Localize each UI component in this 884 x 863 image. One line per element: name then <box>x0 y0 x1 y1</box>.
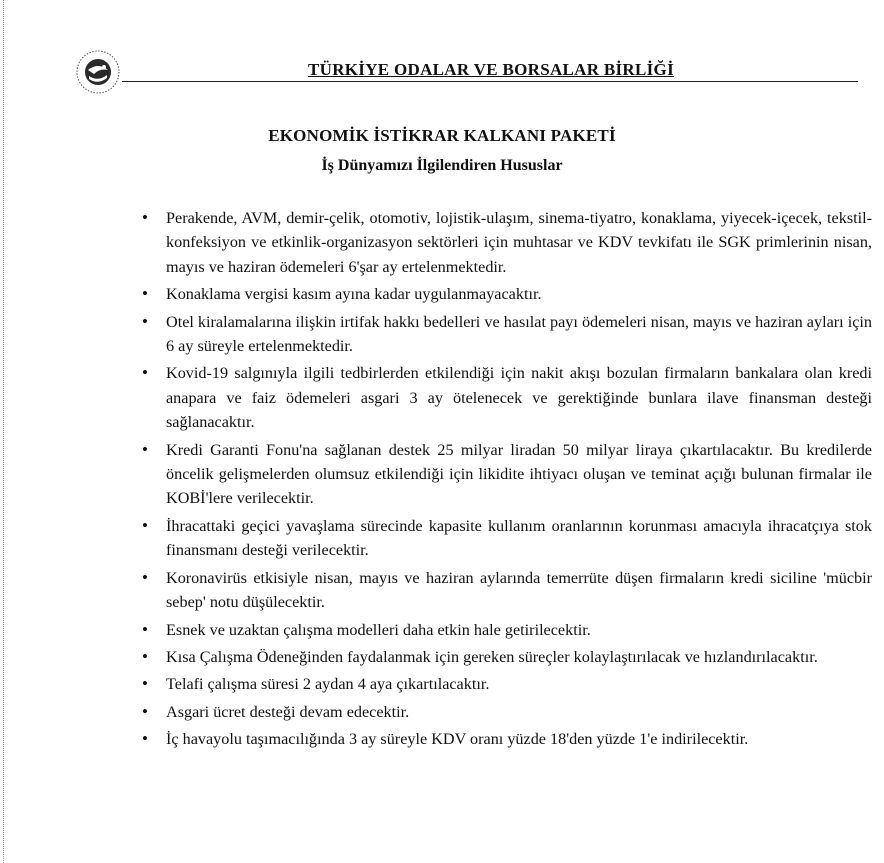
list-item: • Kısa Çalışma Ödeneğinden faydalanmak için gereken süreçler kolaylaştırılacak ve hızlandırılacaktır. <box>166 645 872 669</box>
list-item: • Asgari ücret desteği devam edecektir. <box>166 700 872 724</box>
list-item: • İç havayolu taşımacılığında 3 ay süreyle KDV oranı yüzde 18'den yüzde 1'e indirilecektir. <box>166 727 872 751</box>
document-title: EKONOMİK İSTİKRAR KALKANI PAKETİ <box>268 126 616 145</box>
organization-name: TÜRKİYE ODALAR VE BORSALAR BİRLİĞİ <box>307 60 674 79</box>
list-item: • Esnek ve uzaktan çalışma modelleri daha etkin hale getirilecektir. <box>166 618 872 642</box>
header-rule <box>122 81 858 82</box>
list-item: • İhracattaki geçici yavaşlama sürecinde kapasite kullanım oranlarının korunması amacıyla ihracatçıya stok finansmanı desteği verilecektir. <box>166 514 872 563</box>
list-item: • Otel kiralamalarına ilişkin irtifak hakkı bedelleri ve hasılat payı ödemeleri nisan, mayıs ve haziran ayları için 6 ay süreyle ertelenmektedir. <box>166 310 872 359</box>
document-subtitle: İş Dünyamızı İlgilendiren Hususlar <box>321 157 563 174</box>
measures-list <box>0 206 884 755</box>
tobb-seal-icon <box>74 48 122 96</box>
list-item: • Perakende, AVM, demir-çelik, otomotiv, lojistik-ulaşım, sinema-tiyatro, konaklama, yiyecek-içecek, tekstil-konfeksiyon ve etkinlik-organizasyon sektörleri için muhtasar ve KDV tevkifatı ile SGK primlerinin nisan, mayıs ve haziran ödemeleri 6'şar ay ertelenmektedir. <box>166 206 872 279</box>
list-item: • Telafi çalışma süresi 2 aydan 4 aya çıkartılacaktır. <box>166 672 872 696</box>
list-item: • Koronavirüs etkisiyle nisan, mayıs ve haziran aylarında temerrüte düşen firmaların kredi siciline 'mücbir sebep' notu düşülecektir. <box>166 566 872 615</box>
list-item: • Kovid-19 salgınıyla ilgili tedbirlerden etkilendiği için nakit akışı bozulan firmaların bankalara olan kredi anapara ve faiz ödemeleri asgari 3 ay ötelenecek ve gerektiğinde bunlara ilave finansman desteği sağlanacaktır. <box>166 361 872 434</box>
list-item: • Konaklama vergisi kasım ayına kadar uygulanmayacaktır. <box>166 282 872 306</box>
list-item: • Kredi Garanti Fonu'na sağlanan destek 25 milyar liradan 50 milyar liraya çıkartılacaktır. Bu kredilerde öncelik gelişmelerden olumsuz etkilendiği için likidite ihtiyacı oluşan ve teminat açığı bulunan firmalar ile KOBİ'lere verilecektir. <box>166 438 872 511</box>
